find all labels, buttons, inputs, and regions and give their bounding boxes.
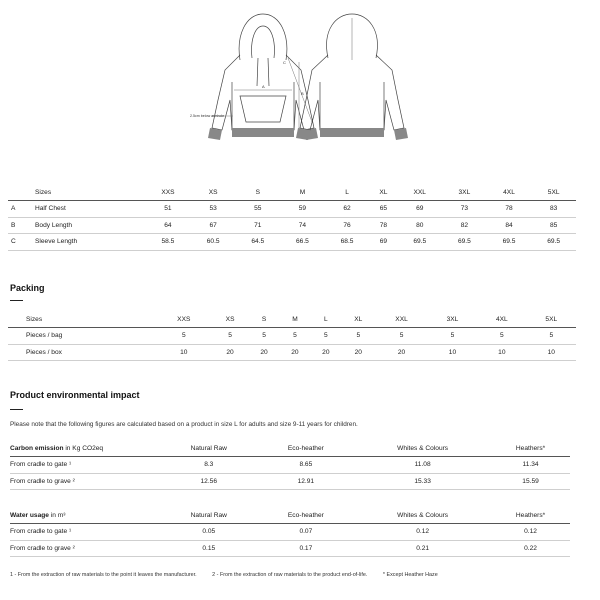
table-cell: 15.59 [522, 477, 539, 485]
env-column-header: Whites & Colours [397, 511, 449, 519]
table-cell: 65 [379, 205, 388, 213]
table-cell: 58.5 [161, 238, 175, 246]
table-cell: 5 [549, 332, 554, 340]
table-row [8, 234, 576, 251]
table-cell: 8.65 [299, 461, 313, 469]
environment-title: Product environmental impact [10, 390, 140, 400]
packing-header-label: Sizes [26, 315, 43, 323]
table-cell: 15.33 [414, 477, 431, 485]
dim-c-label: C [283, 60, 286, 65]
table-cell: 69.5 [457, 238, 471, 246]
dim-b-label: B [301, 91, 304, 96]
size-header-cell: 3XL [446, 315, 459, 323]
table-cell: 0.17 [299, 544, 313, 552]
table-cell: 12.56 [200, 477, 218, 485]
row-label: From cradle to gate ¹ [10, 461, 72, 469]
env-column-header: Whites & Colours [397, 444, 449, 452]
table-cell: 0.15 [202, 544, 216, 552]
table-row [8, 344, 576, 361]
table-cell: 0.12 [524, 528, 537, 536]
table-cell: 5 [500, 332, 504, 340]
carbon-header-row [10, 440, 570, 457]
table-cell: 60.5 [206, 238, 220, 246]
table-cell: 82 [460, 221, 469, 229]
carbon-title-unit: in Kg CO2eq [63, 444, 104, 452]
table-cell: 69.5 [502, 238, 516, 246]
dim-a-label: A [262, 84, 265, 89]
table-cell: 78 [379, 221, 388, 229]
size-header-cell: XXL [413, 188, 426, 196]
size-header-cell: XXL [395, 315, 408, 323]
env-column-header: Natural Raw [190, 511, 227, 519]
table-cell: 8.3 [204, 461, 214, 469]
table-cell: 0.12 [416, 528, 430, 536]
env-column-header: Eco-heather [287, 511, 324, 519]
size-header-cell: XXS [177, 315, 191, 323]
size-chart-corner [8, 184, 35, 201]
carbon-title [10, 440, 160, 457]
table-cell: 59 [298, 205, 307, 213]
table-row [10, 473, 570, 490]
table-cell: 5 [181, 332, 186, 340]
table-row [8, 217, 576, 234]
size-header-cell: M [299, 188, 306, 196]
row-label: From cradle to grave ² [10, 477, 75, 485]
size-header-cell: L [345, 188, 349, 196]
water-title-unit: in m³ [48, 511, 66, 519]
row-letter: A [11, 205, 16, 213]
table-cell: 0.21 [416, 544, 430, 552]
table-cell: 20 [260, 348, 268, 356]
environment-note: Please note that the following figures are calculated based on a product in size L for adults and size 9-11 years for children. [10, 421, 358, 428]
table-cell: 5 [262, 332, 266, 340]
table-cell: 20 [397, 348, 406, 356]
table-cell: 69.5 [547, 238, 561, 246]
table-row [10, 524, 570, 541]
table-cell: 20 [354, 348, 362, 356]
table-row [10, 457, 570, 474]
table-cell: 62 [343, 205, 351, 213]
env-column-header: Eco-heather [287, 444, 324, 452]
table-cell: 5 [399, 332, 404, 340]
table-cell: 55 [254, 205, 262, 213]
table-cell: 64.5 [251, 238, 265, 246]
footnote-3: * Except Heather Haze [382, 572, 438, 578]
hoodie-back-drawing [300, 14, 404, 130]
size-chart-table [8, 184, 576, 251]
packing-title-rule [10, 300, 23, 301]
footnote-2: 2 - From the extraction of raw materials to the product end-of-life. [212, 572, 368, 578]
row-letter: C [11, 238, 16, 246]
table-cell: 74 [298, 221, 307, 229]
table-cell: 20 [291, 348, 299, 356]
table-cell: 85 [549, 221, 558, 229]
table-cell: 73 [460, 205, 469, 213]
size-header-cell: L [324, 315, 328, 323]
size-header-cell: 3XL [458, 188, 471, 196]
table-cell: 20 [322, 348, 330, 356]
table-cell: 0.22 [524, 544, 537, 552]
table-cell: 69.5 [413, 238, 427, 246]
packing-header-row [8, 311, 576, 328]
environment-title-rule [10, 409, 23, 410]
size-header-cell: XL [379, 188, 388, 196]
row-label: Half Chest [35, 205, 66, 213]
table-row [10, 540, 570, 557]
row-label: Sleeve Length [35, 238, 78, 246]
size-header-cell: S [255, 188, 261, 196]
table-cell: 66.5 [296, 238, 309, 246]
table-cell: 10 [180, 348, 188, 356]
table-cell: 84 [505, 221, 513, 229]
row-label: Pieces / box [26, 348, 62, 356]
table-cell: 69 [379, 238, 388, 246]
water-header-row [10, 507, 570, 524]
env-column-header: Natural Raw [190, 444, 227, 452]
size-header-cell: S [261, 315, 267, 323]
size-chart-header-label: Sizes [35, 188, 52, 196]
table-cell: 5 [450, 332, 455, 340]
table-cell: 20 [226, 348, 234, 356]
table-cell: 5 [228, 332, 232, 340]
table-cell: 12.91 [297, 477, 315, 485]
row-label: Pieces / bag [26, 332, 63, 340]
size-header-cell: XL [354, 315, 363, 323]
table-row [8, 201, 576, 218]
armhole-note: 2.5cm below armhole [190, 114, 225, 118]
table-cell: 51 [164, 205, 172, 213]
table-cell: 5 [356, 332, 361, 340]
hoodie-front-drawing [212, 14, 314, 130]
row-label: From cradle to gate ¹ [10, 528, 72, 536]
footnote-1: 1 - From the extraction of raw materials to the point it leaves the manufacturer. [10, 572, 197, 578]
size-header-cell: XS [225, 315, 235, 323]
env-column-header: Heathers* [515, 511, 546, 519]
water-usage-table [10, 507, 570, 557]
size-header-cell: 5XL [545, 315, 558, 323]
water-title [10, 507, 160, 524]
table-cell: 0.05 [202, 528, 216, 536]
table-cell: 69 [416, 205, 424, 213]
size-header-cell: 4XL [495, 315, 508, 323]
size-header-cell: 4XL [503, 188, 515, 196]
carbon-emission-table [10, 440, 570, 490]
row-letter: B [11, 221, 16, 229]
table-cell: 71 [254, 221, 262, 229]
table-row [8, 328, 576, 345]
row-label: From cradle to grave ² [10, 544, 75, 552]
table-cell: 78 [505, 205, 513, 213]
row-label: Body Length [35, 221, 73, 229]
size-header-cell: XS [208, 188, 218, 196]
env-column-header: Heathers* [515, 444, 546, 452]
footnotes [10, 572, 452, 578]
table-cell: 67 [209, 221, 217, 229]
table-cell: 68.5 [340, 238, 354, 246]
packing-title: Packing [10, 283, 45, 293]
table-cell: 10 [547, 348, 555, 356]
table-cell: 53 [209, 205, 217, 213]
table-cell: 76 [343, 221, 351, 229]
packing-table [8, 311, 576, 361]
size-header-cell: M [292, 315, 298, 323]
hoodie-illustration [0, 0, 600, 155]
table-cell: 10 [498, 348, 506, 356]
table-cell: 11.08 [414, 461, 431, 469]
size-chart-header-row [8, 184, 576, 201]
carbon-title-bold: Carbon emission [10, 444, 64, 452]
size-header-cell: XXS [161, 188, 175, 196]
table-cell: 80 [416, 221, 424, 229]
table-cell: 64 [164, 221, 172, 229]
water-title-bold: Water usage [10, 511, 49, 519]
table-cell: 10 [448, 348, 457, 356]
size-header-cell: 5XL [547, 188, 560, 196]
table-cell: 11.34 [522, 461, 539, 469]
table-cell: 0.07 [299, 528, 313, 536]
table-cell: 5 [324, 332, 328, 340]
table-cell: 5 [293, 332, 297, 340]
table-cell: 83 [549, 205, 558, 213]
